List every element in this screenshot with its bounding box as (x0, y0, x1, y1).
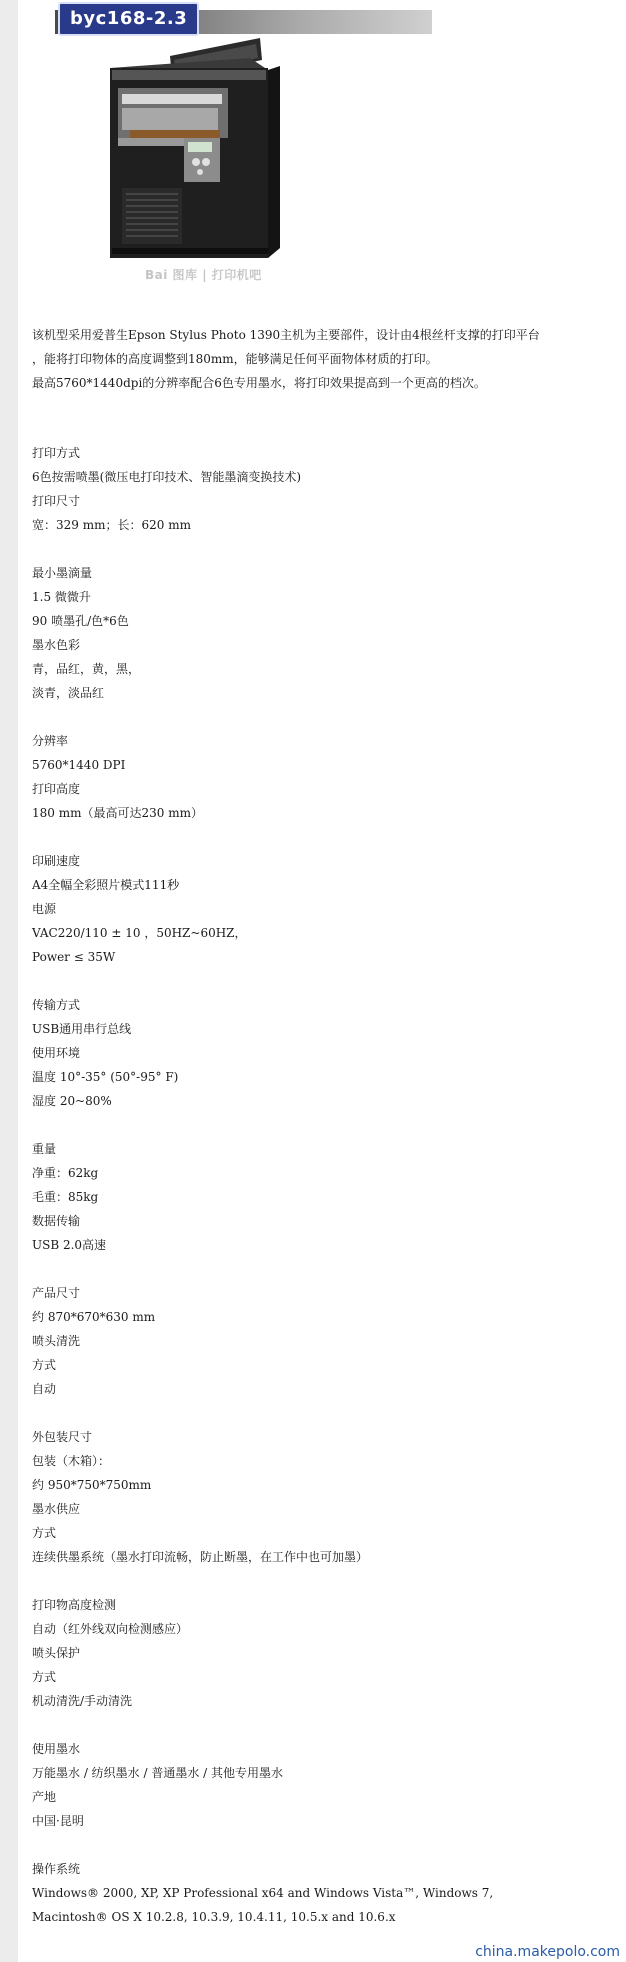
spec-line: 喷头清洗 (32, 1334, 81, 1348)
spec-line: USB 2.0高速 (32, 1238, 107, 1252)
spec-heading: 使用墨水 (32, 1742, 81, 1756)
spec-line: 电源 (32, 902, 57, 916)
spec-line: 打印高度 (32, 782, 81, 796)
spec-line: Power ≤ 35W (32, 950, 116, 964)
spec-line: 喷头保护 (32, 1646, 81, 1660)
spec-line: 约 950*750*750mm (32, 1478, 152, 1492)
spec-list (32, 441, 612, 1953)
spec-line: 青，品红，黄，黑， (32, 662, 141, 676)
spec-heading: 打印方式 (32, 446, 81, 460)
spec-line: USB通用串行总线 (32, 1022, 132, 1036)
spec-line: 淡青，淡品红 (32, 686, 105, 700)
spec-group (32, 1425, 612, 1569)
spec-line: 机动清洗/手动清洗 (32, 1694, 133, 1708)
spec-group (32, 1737, 612, 1833)
spec-line: 墨水色彩 (32, 638, 81, 652)
spec-heading: 传输方式 (32, 998, 81, 1012)
spec-group (32, 729, 612, 825)
intro-line: 该机型采用爱普生Epson Stylus Photo 1390主机为主要部件，设计由4根丝杆支撑的打印平台 (32, 328, 540, 342)
spec-line: 连续供墨系统（墨水打印流畅，防止断墨，在工作中也可加墨） (32, 1550, 369, 1564)
spec-line: 打印尺寸 (32, 494, 81, 508)
spec-line: 万能墨水 / 纺织墨水 / 普通墨水 / 其他专用墨水 (32, 1766, 284, 1780)
spec-line: VAC220/110 ± 10 ，50HZ~60HZ， (32, 926, 247, 940)
spec-group (32, 561, 612, 705)
spec-line: A4全幅全彩照片模式111秒 (32, 878, 180, 892)
spec-heading: 操作系统 (32, 1862, 81, 1876)
spec-line: 产地 (32, 1790, 57, 1804)
spec-line: 净重：62kg (32, 1166, 99, 1180)
site-watermark: china.makepolo.com (475, 1944, 620, 1960)
spec-heading: 打印物高度检测 (32, 1598, 117, 1612)
spec-group (32, 1137, 612, 1257)
spec-group (32, 1857, 612, 1929)
spec-line: 包装（木箱）： (32, 1454, 111, 1468)
spec-line: Windows® 2000, XP, XP Professional x64 and Windows Vista™, Windows 7, (32, 1886, 494, 1900)
spec-line: 自动 (32, 1382, 57, 1396)
spec-group (32, 993, 612, 1113)
spec-line: 温度 10°-35° (50°-95° F) (32, 1070, 179, 1084)
spec-line: 墨水供应 (32, 1502, 81, 1516)
spec-heading: 重量 (32, 1142, 57, 1156)
spec-line: 约 870*670*630 mm (32, 1310, 156, 1324)
printer-image (100, 38, 335, 288)
spec-group (32, 1593, 612, 1713)
spec-line: 180 mm（最高可达230 mm） (32, 806, 203, 820)
model-tag: byc168-2.3 (58, 2, 199, 36)
spec-line: 宽：329 mm；长：620 mm (32, 518, 191, 532)
spec-group (32, 441, 612, 537)
intro-line: 最高5760*1440dpi的分辨率配合6色专用墨水，将打印效果提高到一个更高的档次。 (32, 376, 486, 390)
image-watermark: Bai 图库 | 打印机吧 (145, 268, 262, 282)
spec-group (32, 1281, 612, 1401)
spec-line: 6色按需喷墨(微压电打印技术、智能墨滴变换技术) (32, 470, 301, 484)
spec-line: 5760*1440 DPI (32, 758, 126, 772)
spec-heading: 分辨率 (32, 734, 69, 748)
spec-line: 方式 (32, 1526, 57, 1540)
spec-line: 方式 (32, 1670, 57, 1684)
spec-line: 1.5 微微升 (32, 590, 91, 604)
intro-paragraph (32, 323, 612, 395)
spec-heading: 最小墨滴量 (32, 566, 93, 580)
spec-line: 中国·昆明 (32, 1814, 84, 1828)
spec-heading: 印刷速度 (32, 854, 81, 868)
spec-heading: 外包装尺寸 (32, 1430, 93, 1444)
spec-line: 湿度 20~80% (32, 1094, 112, 1108)
intro-line: ，能将打印物体的高度调整到180mm，能够满足任何平面物体材质的打印。 (32, 352, 438, 366)
spec-line: 使用环境 (32, 1046, 81, 1060)
spec-line: 自动（红外线双向检测感应） (32, 1622, 189, 1636)
spec-heading: 产品尺寸 (32, 1286, 81, 1300)
printer-photo (100, 38, 335, 288)
spec-line: 90 喷墨孔/色*6色 (32, 614, 129, 628)
spec-line: 数据传输 (32, 1214, 81, 1228)
spec-group (32, 849, 612, 969)
left-edge-strip (0, 0, 18, 1962)
spec-line: 方式 (32, 1358, 57, 1372)
spec-line: Macintosh® OS X 10.2.8, 10.3.9, 10.4.11, 10.5.x and 10.6.x (32, 1910, 396, 1924)
spec-line: 毛重：85kg (32, 1190, 99, 1204)
